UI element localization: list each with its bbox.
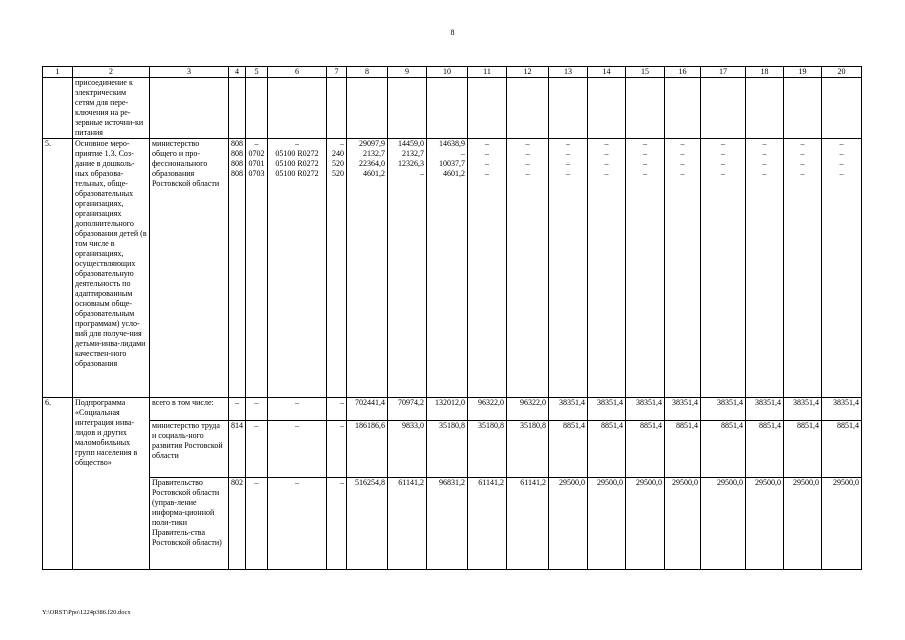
value-dash-line: – <box>485 169 489 178</box>
vr-code: – <box>327 398 347 421</box>
item-name: Основное меро-приятие 1.3. Соз-дание в дошколь-ных образова-тельных, обще-образовательных организациях, организациях дополнительного образования детей (в том числе в организациях, осуществляющих образовательную деятельность по адаптированным основным обще-образовательным программам) усло-вий для получе-ния детьми-инва-лидами качествен-ного образования <box>73 139 150 398</box>
column-number: 6 <box>268 67 327 78</box>
value-dash <box>784 139 822 398</box>
table-cell <box>507 78 549 139</box>
value-cell: 70974,2 <box>388 398 427 421</box>
value-cell: 8851,4 <box>549 421 588 478</box>
rzpr-code-line: 0702 <box>248 149 265 158</box>
table-cell <box>701 78 746 139</box>
grbs-code: 814 <box>229 421 246 478</box>
value-cell: 35180,8 <box>507 421 549 478</box>
value-dash-line: – <box>800 149 805 158</box>
grbs-code-line: 808 <box>231 149 243 158</box>
value-dash-line: – <box>839 159 844 168</box>
value-cell: 38351,4 <box>626 398 665 421</box>
value-col9-line: 2132,7 <box>402 149 424 158</box>
value-cell: 38351,4 <box>746 398 784 421</box>
column-number: 20 <box>822 67 862 78</box>
value-dash-line: – <box>721 169 725 178</box>
value-cell: 8851,4 <box>626 421 665 478</box>
footer-file-path: Y:\ORST\Ppo\1224p386.f20.docx <box>42 609 131 616</box>
column-number: 11 <box>468 67 507 78</box>
column-number: 17 <box>701 67 746 78</box>
rzpr-code: – <box>246 398 268 421</box>
column-number: 8 <box>347 67 388 78</box>
table-cell <box>327 78 347 139</box>
table-row <box>43 398 862 421</box>
csr-code-line: – <box>295 139 299 148</box>
value-cell: 29500,0 <box>746 478 784 570</box>
column-number: 3 <box>150 67 229 78</box>
column-number: 1 <box>43 67 73 78</box>
executor: Правительство Ростовской области (управ-ление информа-ционной поли-тики Правитель-ства Ростовской области) <box>150 478 229 570</box>
value-dash-line: – <box>680 139 685 148</box>
value-cell: 702441,4 <box>347 398 388 421</box>
value-col9-line: 12326,3 <box>398 159 424 168</box>
value-dash-line: – <box>485 149 489 158</box>
value-cell: 29500,0 <box>665 478 701 570</box>
value-total-line: 22364,0 <box>359 159 385 168</box>
value-cell: 516254,8 <box>347 478 388 570</box>
value-dash-line: – <box>800 169 805 178</box>
column-number: 10 <box>427 67 468 78</box>
value-dash-line: – <box>839 149 844 158</box>
value-dash-line: – <box>566 159 570 168</box>
value-dash-line: – <box>721 159 725 168</box>
value-cell: 9833,0 <box>388 421 427 478</box>
value-cell: 61141,2 <box>388 478 427 570</box>
column-number: 12 <box>507 67 549 78</box>
rzpr-code-line: 0703 <box>248 169 265 178</box>
value-cell: 29500,0 <box>822 478 862 570</box>
value-dash <box>701 139 746 398</box>
table-cell <box>468 78 507 139</box>
table-cell <box>822 78 862 139</box>
value-dash-line: – <box>680 159 685 168</box>
value-cell: 29500,0 <box>588 478 626 570</box>
csr-code: – <box>268 398 327 421</box>
value-dash-line: – <box>762 149 767 158</box>
value-dash-line: – <box>762 139 767 148</box>
value-dash-line: – <box>839 169 844 178</box>
vr-code-line: – <box>340 139 344 148</box>
value-dash-line: – <box>566 149 570 158</box>
value-dash-line: – <box>566 169 570 178</box>
table-cell <box>268 78 327 139</box>
csr-code-line: 05100 R0272 <box>275 169 319 178</box>
vr-code-line: 520 <box>332 159 344 168</box>
column-number: 19 <box>784 67 822 78</box>
value-dash <box>665 139 701 398</box>
value-cell: 8851,4 <box>665 421 701 478</box>
value-dash-line: – <box>525 139 530 148</box>
grbs-code-line: 808 <box>231 169 243 178</box>
value-dash-line: – <box>643 159 647 168</box>
value-cell: 61141,2 <box>507 478 549 570</box>
csr-code-line: 05100 R0272 <box>275 149 319 158</box>
value-dash-line: – <box>680 149 685 158</box>
value-cell: 8851,4 <box>746 421 784 478</box>
value-cell: 8851,4 <box>701 421 746 478</box>
table-cell <box>665 78 701 139</box>
table-cell <box>229 78 246 139</box>
csr-code: – <box>268 421 327 478</box>
column-number: 18 <box>746 67 784 78</box>
value-dash-line: – <box>604 149 609 158</box>
value-total-line: 2132,7 <box>363 149 385 158</box>
value-cell: 61141,2 <box>468 478 507 570</box>
value-dash-line: – <box>762 159 767 168</box>
value-dash <box>746 139 784 398</box>
item-name: присоединение к электрическим сетям для пере-ключения на ре-зервные источни-ки питания <box>73 78 150 139</box>
rzpr-code: – <box>246 421 268 478</box>
value-col10-line: – <box>461 149 465 158</box>
table-cell <box>549 78 588 139</box>
value-cell: 29500,0 <box>626 478 665 570</box>
value-col10-line: 14638,9 <box>439 139 465 148</box>
column-number: 16 <box>665 67 701 78</box>
grbs-code-line: 808 <box>231 139 243 148</box>
executor: всего в том числе: <box>150 398 229 421</box>
column-number: 9 <box>388 67 427 78</box>
value-col10-line: 10037,7 <box>439 159 465 168</box>
executor: министерство труда и социаль-ного развития Ростовской области <box>150 421 229 478</box>
value-dash <box>822 139 862 398</box>
table-cell <box>588 78 626 139</box>
csr-code <box>268 139 327 398</box>
value-dash-line: – <box>604 139 609 148</box>
value-dash-line: – <box>604 169 609 178</box>
column-number: 15 <box>626 67 665 78</box>
csr-code: – <box>268 478 327 570</box>
vr-code-line: 520 <box>332 169 344 178</box>
table-cell <box>347 78 388 139</box>
value-dash-line: – <box>525 159 530 168</box>
value-dash-line: – <box>680 169 685 178</box>
column-number: 13 <box>549 67 588 78</box>
value-cell: 29500,0 <box>784 478 822 570</box>
value-dash-line: – <box>525 149 530 158</box>
table-cell <box>43 78 73 139</box>
value-cell: 38351,4 <box>588 398 626 421</box>
value-cell: 35180,8 <box>427 421 468 478</box>
value-cell: 186186,6 <box>347 421 388 478</box>
value-dash-line: – <box>485 139 489 148</box>
value-dash-line: – <box>643 149 647 158</box>
value-col9-line: – <box>420 169 424 178</box>
value-cell: 38351,4 <box>822 398 862 421</box>
vr-code-line: 240 <box>332 149 344 158</box>
grbs-code <box>229 139 246 398</box>
value-dash <box>626 139 665 398</box>
value-cell: 96831,2 <box>427 478 468 570</box>
column-number: 4 <box>229 67 246 78</box>
value-dash <box>507 139 549 398</box>
value-cell: 38351,4 <box>701 398 746 421</box>
value-dash-line: – <box>721 139 725 148</box>
column-number: 14 <box>588 67 626 78</box>
table-row <box>43 139 862 398</box>
vr-code <box>327 139 347 398</box>
value-total <box>347 139 388 398</box>
value-cell: 38351,4 <box>665 398 701 421</box>
vr-code: – <box>327 421 347 478</box>
table-cell <box>150 78 229 139</box>
value-col9 <box>388 139 427 398</box>
page-number: 8 <box>450 28 455 37</box>
value-cell: 132012,0 <box>427 398 468 421</box>
table-cell <box>784 78 822 139</box>
value-total-line: 4601,2 <box>363 169 385 178</box>
rzpr-code: – <box>246 478 268 570</box>
value-dash-line: – <box>643 169 647 178</box>
grbs-code-line: 808 <box>231 159 243 168</box>
table-cell <box>246 78 268 139</box>
value-col9-line: 14459,0 <box>398 139 424 148</box>
rzpr-code-line: 0701 <box>248 159 265 168</box>
value-cell: 8851,4 <box>784 421 822 478</box>
value-col10-line: 4601,2 <box>443 169 465 178</box>
value-cell: 96322,0 <box>468 398 507 421</box>
table-cell <box>746 78 784 139</box>
value-dash-line: – <box>762 169 767 178</box>
csr-code-line: 05100 R0272 <box>275 159 319 168</box>
value-cell: 29500,0 <box>701 478 746 570</box>
column-number: 2 <box>73 67 150 78</box>
table-row <box>43 78 862 139</box>
value-dash-line: – <box>800 139 805 148</box>
rzpr-code <box>246 139 268 398</box>
value-cell: 35180,8 <box>468 421 507 478</box>
item-name: Подпрограмма «Социальная интеграция инва-лидов и других маломобильных групп населения в общество» <box>73 398 150 570</box>
table-row <box>43 478 862 570</box>
table-cell <box>427 78 468 139</box>
item-number: 6. <box>43 398 73 570</box>
budget-table <box>42 66 862 570</box>
column-number: 5 <box>246 67 268 78</box>
executor: министерство общего и про-фессионального образования Ростовской области <box>150 139 229 398</box>
table-cell <box>388 78 427 139</box>
value-dash-line: – <box>721 149 725 158</box>
value-cell: 38351,4 <box>784 398 822 421</box>
table-cell <box>626 78 665 139</box>
value-col10 <box>427 139 468 398</box>
value-dash-line: – <box>525 169 530 178</box>
rzpr-code-line: – <box>254 139 259 148</box>
value-cell: 8851,4 <box>588 421 626 478</box>
value-dash-line: – <box>839 139 844 148</box>
grbs-code: 802 <box>229 478 246 570</box>
value-dash-line: – <box>643 139 647 148</box>
value-total-line: 29097,9 <box>359 139 385 148</box>
value-dash-line: – <box>800 159 805 168</box>
value-dash <box>549 139 588 398</box>
table-row <box>43 421 862 478</box>
column-number: 7 <box>327 67 347 78</box>
value-cell: 96322,0 <box>507 398 549 421</box>
value-cell: 8851,4 <box>822 421 862 478</box>
value-dash <box>588 139 626 398</box>
value-dash-line: – <box>566 139 570 148</box>
value-dash <box>468 139 507 398</box>
vr-code: – <box>327 478 347 570</box>
item-number: 5. <box>43 139 73 398</box>
value-cell: 38351,4 <box>549 398 588 421</box>
value-cell: 29500,0 <box>549 478 588 570</box>
value-dash-line: – <box>604 159 609 168</box>
grbs-code: – <box>229 398 246 421</box>
column-number-row <box>43 67 862 78</box>
value-dash-line: – <box>485 159 489 168</box>
